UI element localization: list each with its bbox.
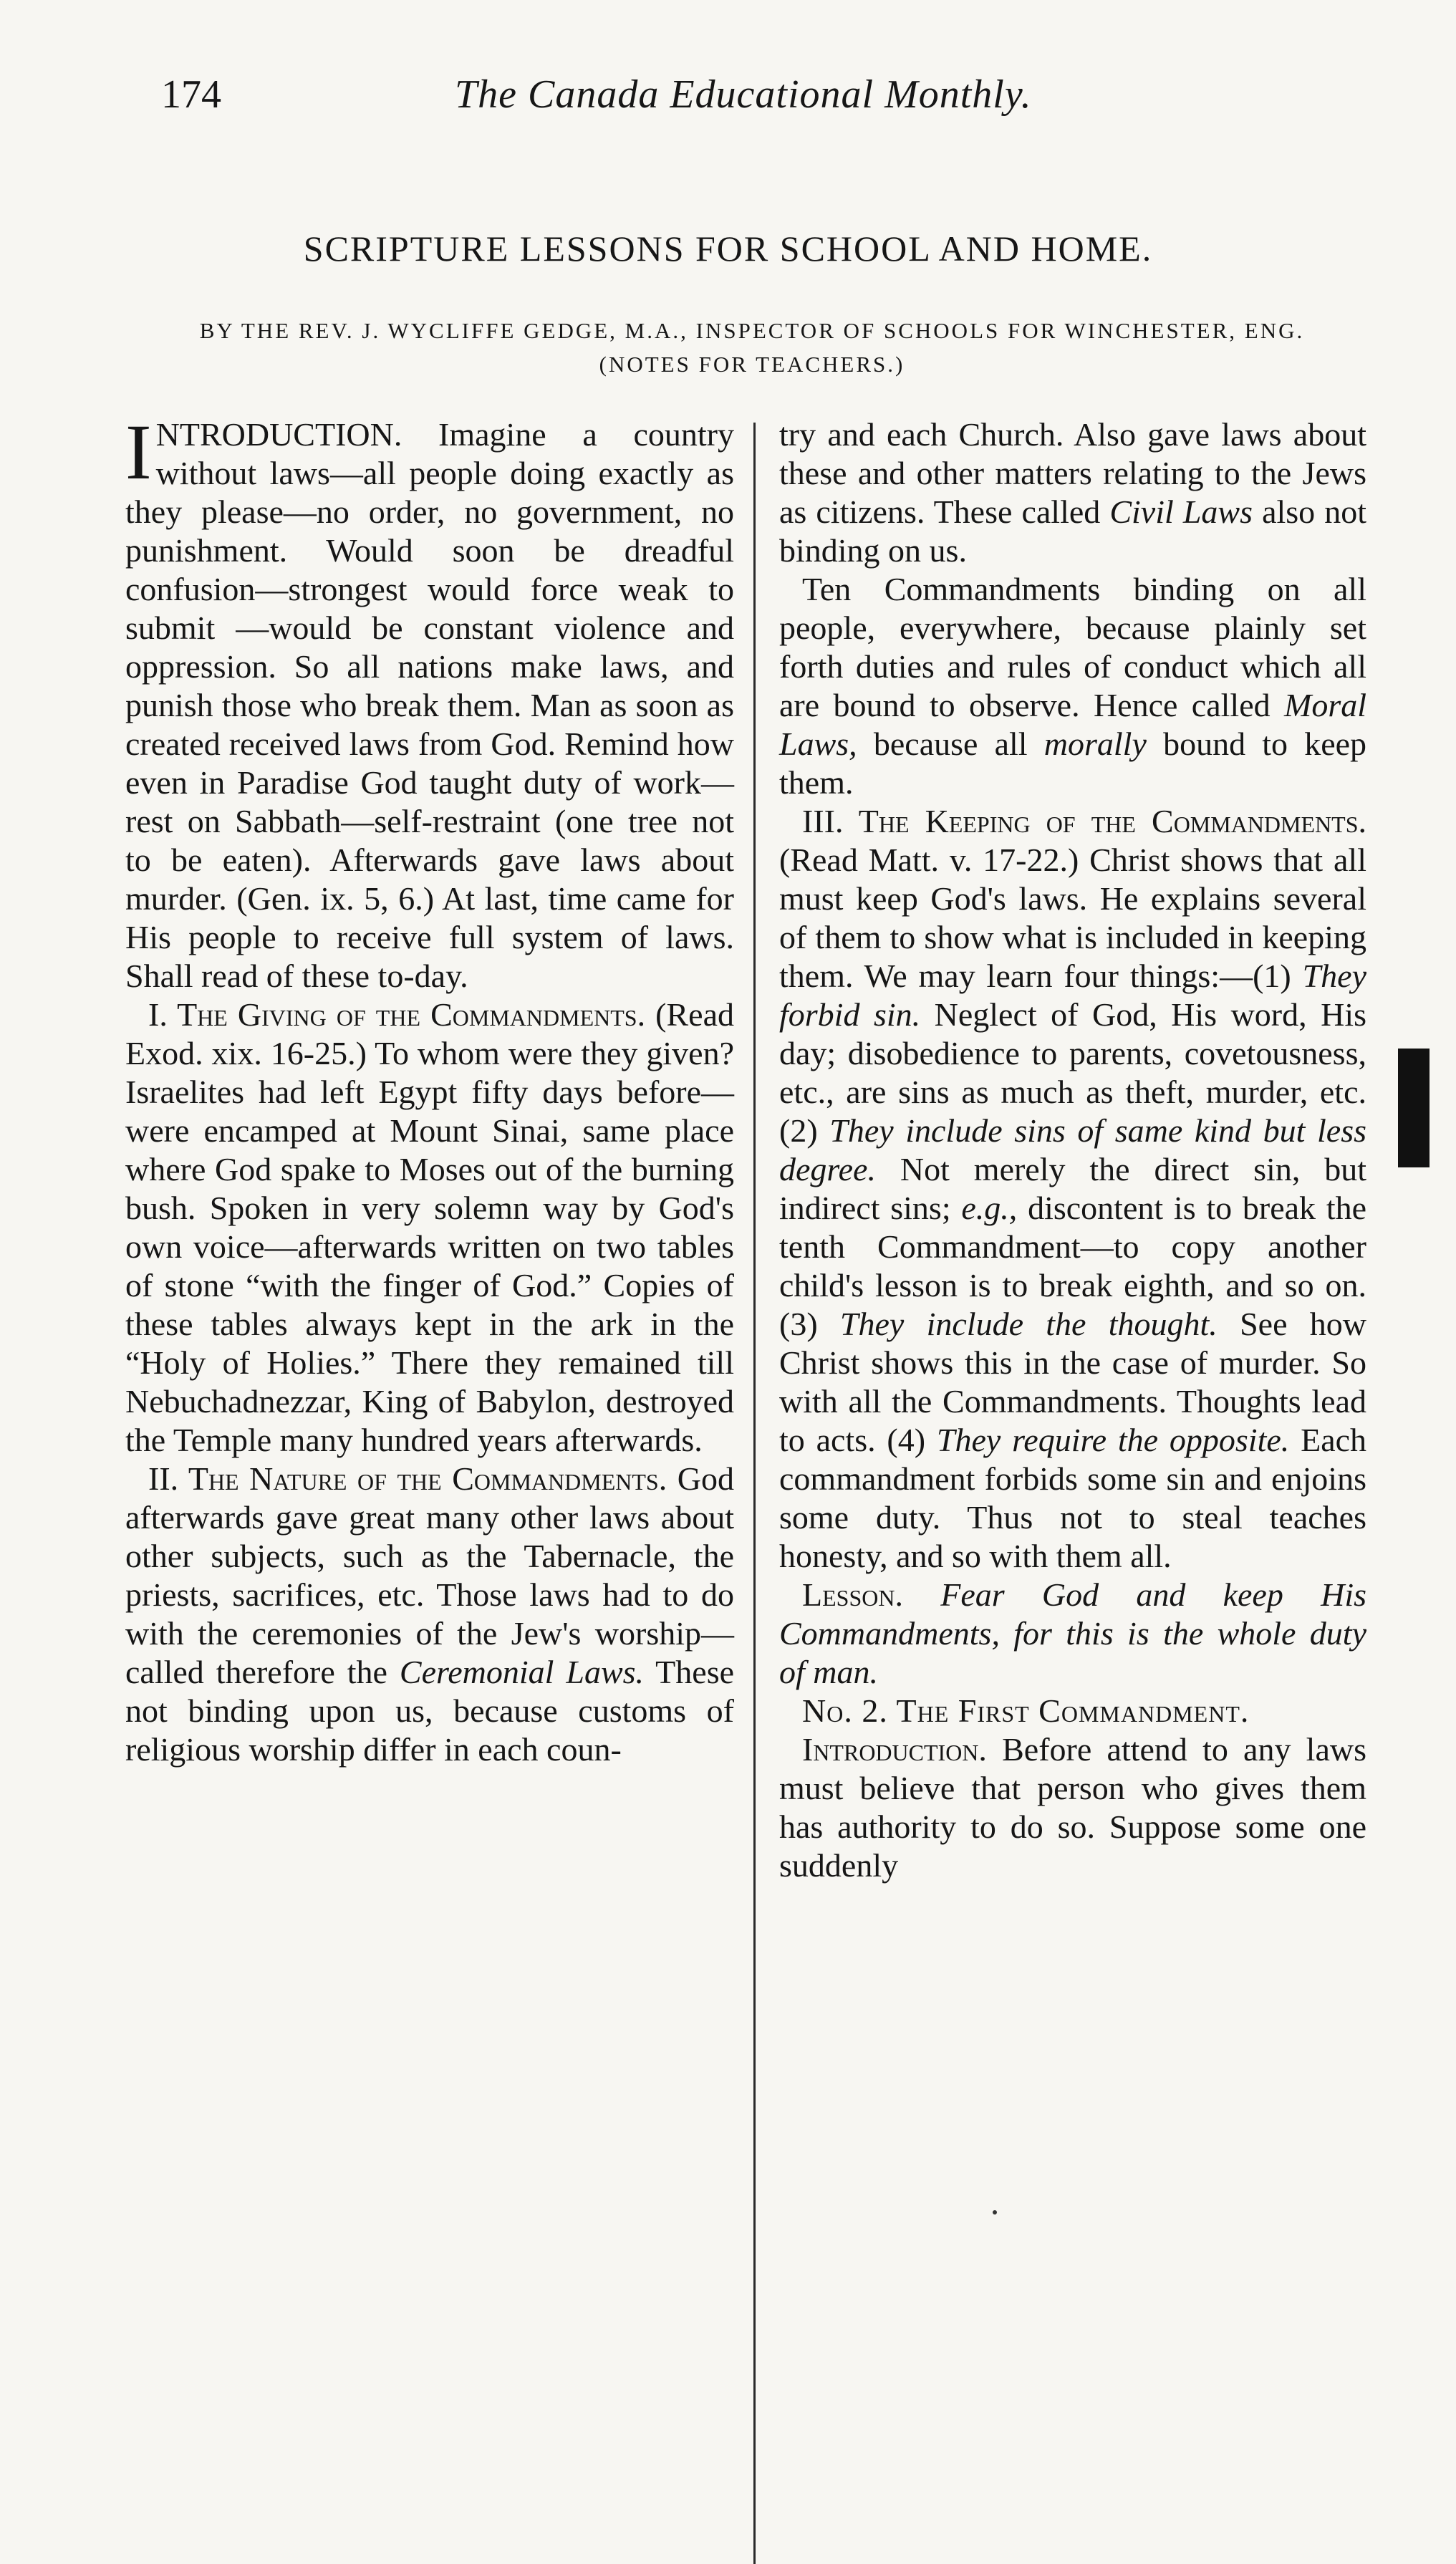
section-2-text: God afterwards gave great many other laws about other subjects, such as the Tabernacle, the priests, sacrifices, etc. Those laws had to do with the ceremonies of the Jew's worship—called therefore the xyxy=(125,1460,734,1690)
section-1-text: (Read Exod. xix. 16-25.) To whom were they given? Israelites had left Egypt fifty days before—were encamped at Mount Sinai, same place where God spake to Moses out of the burning bush. Spoken in very solemn way by God's own voice—afterwards written on two tables of stone “with the finger of God.” Copies of these tables always kept in the ark in the “Holy of Holies.” There they remained till Nebuchadnezzar, King of Babylon, destroyed the Temple many hundred years afterwards. xyxy=(125,996,734,1458)
moral-laws-paragraph xyxy=(779,570,1366,802)
continuation-text-end: also not binding on us. xyxy=(779,493,1367,569)
page-dot xyxy=(993,2210,997,2214)
introduction-2-label: Introduction. xyxy=(802,1731,987,1768)
section-2-text-end: These not binding upon us, because customs of religious worship differ in each coun- xyxy=(125,1654,735,1768)
section-3-italic-5: They require the opposite. xyxy=(936,1422,1290,1458)
section-1-paragraph xyxy=(125,996,734,1460)
moral-laws-text-3: bound to keep them. xyxy=(779,726,1367,801)
section-3-italic-2: They include sins of same kind but less degree. xyxy=(779,1112,1366,1187)
lesson-label: Lesson. xyxy=(802,1576,903,1613)
introduction-text: Imagine a country without laws—all people doing exactly as they please—no order, no government, no punishment. Would soon be dreadful confusion—strongest would force weak to submit —would be constant violence and oppression. So all nations make laws, and punish those who break them. Man as soon as created received laws from God. Remind how even in Paradise God taught duty of work—rest on Sabbath—self-restraint (one tree not to be eaten). Afterwards gave laws about murder. (Gen. ix. 5, 6.) At last, time came for His people to receive full system of laws. Shall read of these to-day. xyxy=(125,416,734,994)
byline: BY THE REV. J. WYCLIFFE GEDGE, M.A., INSPECTOR OF SCHOOLS FOR WINCHESTER, ENG. (NOTES FOR TEACHERS.) xyxy=(199,318,1305,377)
section-2-italic: Ceremonial Laws. xyxy=(399,1654,645,1690)
section-3-text-f: Each commandment forbids some sin and enjoins some duty. Thus not to steal teaches honesty, and so with them all. xyxy=(779,1422,1367,1574)
moral-laws-text-2: because all xyxy=(873,726,1028,762)
margin-marker xyxy=(1398,1049,1430,1167)
section-2-label: II. The Nature of the Commandments. xyxy=(148,1460,667,1497)
page-number: 174 xyxy=(161,72,221,117)
introduction-label: NTRODUCTION. xyxy=(155,416,402,453)
civil-laws-italic: Civil Laws xyxy=(1109,493,1253,530)
running-head xyxy=(161,72,1336,122)
moral-laws-italic: Moral Laws, xyxy=(779,687,1366,762)
left-column xyxy=(125,408,735,1769)
section-1-label: I. The Giving of the Commandments. xyxy=(148,996,646,1033)
lesson-paragraph xyxy=(779,1576,1366,1692)
continuation-paragraph xyxy=(779,415,1366,570)
section-3-text-b: Neglect of God, His word, His day; disobedience to parents, covetousness, etc., are sins as much as theft, murder, etc. (2) xyxy=(779,996,1366,1149)
section-3-text-c: Not merely the direct sin, but indirect sins; xyxy=(779,1151,1367,1226)
section-heading: No. 2. The First Commandment. xyxy=(802,1692,1250,1729)
right-column xyxy=(779,415,1366,1885)
section-3-label: III. The Keeping of the Commandments. xyxy=(802,803,1366,839)
section-2-paragraph xyxy=(125,1460,734,1769)
section-3-text-e: See how Christ shows this in the case of murder. So with all the Commandments. Thoughts lead to acts. (4) xyxy=(779,1306,1367,1458)
introduction-paragraph xyxy=(125,408,734,996)
section-3-italic-4: They include the thought. xyxy=(839,1306,1218,1342)
section-3-text-d: discontent is to break the tenth Commandment—to copy another child's lesson is to break eighth, and so on. (3) xyxy=(779,1190,1367,1342)
section-3-italic-1: They forbid sin. xyxy=(779,958,1366,1033)
introduction-2-text: Before attend to any laws must believe that person who gives them has authority to do so. Suppose some one suddenly xyxy=(779,1731,1366,1884)
column-divider xyxy=(753,423,756,2564)
continuation-text: try and each Church. Also gave laws about these and other matters relating to the Jews as citizens. These called xyxy=(779,416,1366,530)
moral-laws-text: Ten Commandments binding on all people, everywhere, because plainly set forth duties and rules of conduct which all are bound to observe. Hence called xyxy=(779,571,1366,723)
lesson-text: Fear God and keep His Commandments, for this is the whole duty of man. xyxy=(779,1576,1366,1690)
article-title: SCRIPTURE LESSONS FOR SCHOOL AND HOME. xyxy=(303,228,1153,269)
introduction-2-paragraph xyxy=(779,1730,1366,1885)
morally-italic: morally xyxy=(1043,726,1147,762)
section-3-paragraph xyxy=(779,802,1366,1576)
journal-title: The Canada Educational Monthly. xyxy=(455,72,1032,117)
section-3-italic-3: e.g., xyxy=(961,1190,1018,1226)
section-3-text-a: (Read Matt. v. 17-22.) Christ shows that all must keep God's laws. He explains several of them to show what is included in keeping them. We may learn four things:—(1) xyxy=(779,842,1366,994)
drop-cap: I xyxy=(125,408,152,496)
